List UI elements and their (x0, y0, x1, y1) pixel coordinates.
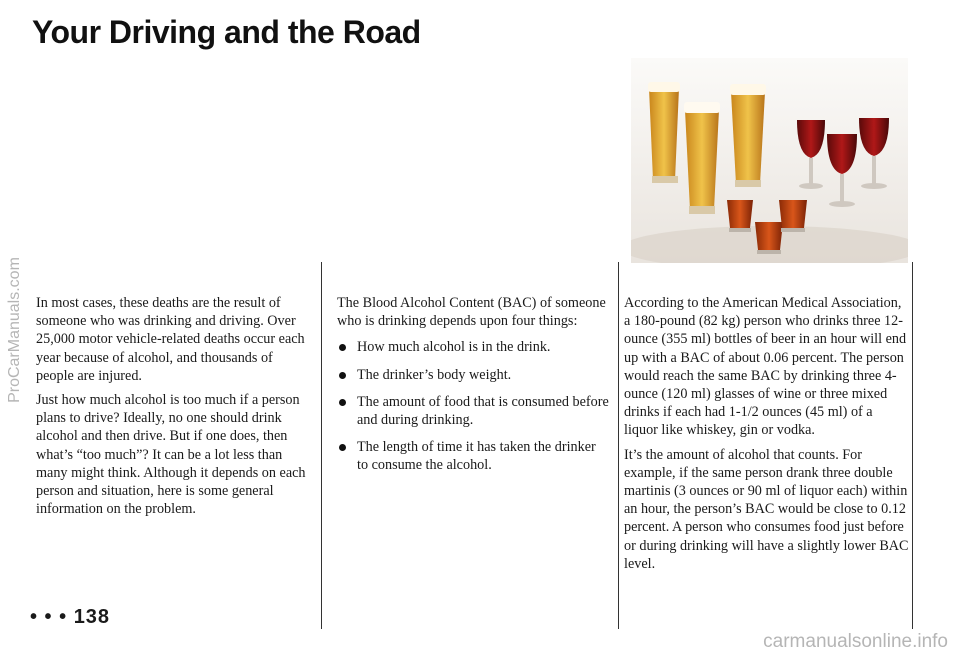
column-divider-right (618, 262, 619, 629)
page-number (30, 606, 110, 629)
shot-glass-2 (755, 222, 783, 254)
list-item (337, 393, 609, 429)
list-item (337, 438, 609, 474)
page-title: Your Driving and the Road (32, 14, 421, 50)
paragraph: It’s the amount of alcohol that counts. For example, if the same person drank three double martinis (3 ounces or 90 ml of liquor each) within an hour, the person’s BAC would be close to 0.12 percent. A person who consumes food just before or during drinking will have a slightly lower BAC level. (624, 446, 909, 572)
bullet-dot (339, 344, 346, 351)
paragraph: According to the American Medical Association, a 180-pound (82 kg) person who drinks three 12-ounce (355 ml) bottles of beer in an hour will end up with a BAC of about 0.06 percent. The person would reach the same BAC by drinking three 4-ounce (120 ml) glasses of wine or three mixed drinks if each had 1-1/2 ounces (45 ml) of a liquor like whiskey, gin or vodka. (624, 295, 907, 439)
bullet-dot (339, 399, 346, 406)
beer-glass-center (684, 102, 720, 214)
column-divider-left (321, 262, 322, 629)
beer-glass-left (648, 82, 680, 183)
paragraph: Just how much alcohol is too much if a person plans to drive? Ideally, no one should drink alcohol and then drive. But if one does, then what’s “too much”? It can be a lot less than many might think. Although it depends on each person and situation, here is some general information on the problem. (36, 392, 306, 518)
column-3 (624, 294, 909, 579)
list-item (337, 338, 609, 356)
shot-glass-1 (727, 200, 753, 232)
paragraph: In most cases, these deaths are the result of someone who was drinking and driving. Over 25,000 motor vehicle-related deaths occur each year because of alcohol, and thousands of people are injured. (36, 295, 305, 384)
column-divider-outer (912, 262, 913, 629)
watermark-bottom: carmanualsonline.info (763, 631, 948, 652)
bac-factors-list (337, 338, 609, 474)
list-item-text: The drinker’s body weight. (357, 366, 512, 383)
alcoholic-drinks-photo (631, 58, 908, 263)
page-number-value: 138 (73, 606, 111, 628)
bac-intro: The Blood Alcohol Content (BAC) of someone who is drinking depends upon four things: (337, 295, 606, 330)
list-item-text: The length of time it has taken the drinker to consume the alcohol. (357, 439, 596, 474)
watermark-left (2, 235, 28, 425)
watermark-left-text: ProCarManuals.com (6, 257, 24, 403)
list-item-text: How much alcohol is in the drink. (357, 339, 551, 356)
bullet-dot (339, 444, 346, 451)
list-item-text: The amount of food that is consumed before and during drinking. (357, 393, 609, 429)
shot-glass-3 (779, 200, 807, 232)
page-number-prefix: • • • (30, 606, 68, 628)
bullet-dot (339, 372, 346, 379)
drinks-illustration (631, 58, 908, 263)
column-2 (337, 294, 609, 484)
list-item (337, 366, 609, 384)
column-1 (36, 294, 313, 524)
beer-glass-right (730, 84, 766, 187)
